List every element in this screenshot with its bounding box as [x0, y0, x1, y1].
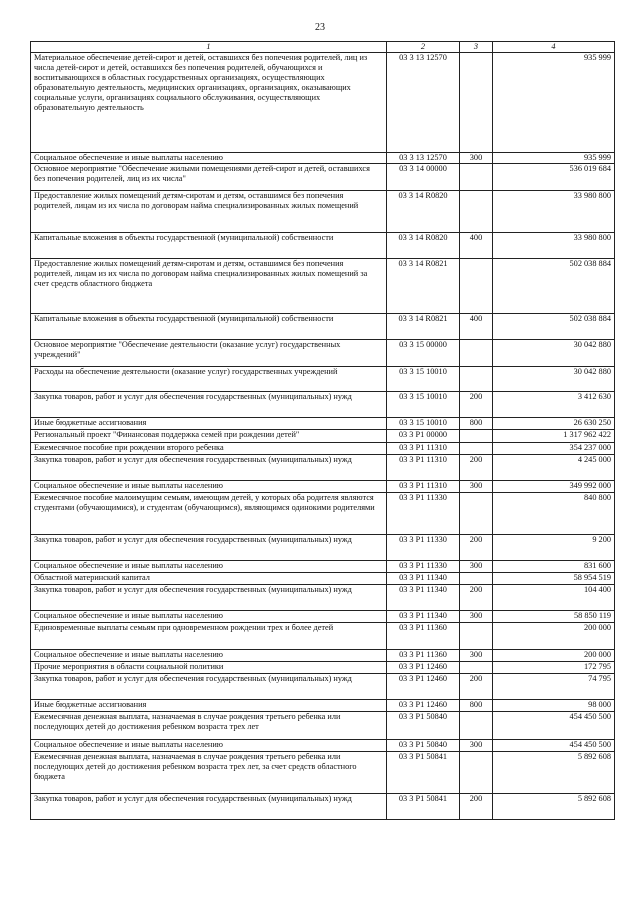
- row-code: 03 3 14 R0820: [387, 191, 460, 233]
- row-code: 03 3 P1 12460: [387, 662, 460, 674]
- row-code: 03 3 13 12570: [387, 153, 460, 164]
- row-type: [460, 53, 493, 153]
- row-name: Ежемесячное пособие малоимущим семьям, имеющим детей, у которых оба родителя являются студентами (обучающимися), и студентам (обучающимся), являющимся одинокими родителями: [31, 493, 387, 535]
- row-type: [460, 191, 493, 233]
- table-row: [31, 164, 615, 191]
- budget-table: [30, 41, 615, 820]
- row-sum: 502 038 884: [493, 259, 615, 314]
- row-name: Иные бюджетные ассигнования: [31, 700, 387, 712]
- row-type: 300: [460, 561, 493, 573]
- table-header-row: [31, 42, 615, 53]
- row-code: 03 3 P1 11330: [387, 535, 460, 561]
- row-name: Ежемесячная денежная выплата, назначаемая в случае рождения третьего ребенка или последующих детей до достижения ребенком возраста трех лет, за счет средств областного бюджета: [31, 752, 387, 794]
- row-name: Ежемесячная денежная выплата, назначаемая в случае рождения третьего ребенка или последующих детей до достижения ребенком возраста трех лет: [31, 712, 387, 740]
- row-sum: 30 042 880: [493, 340, 615, 367]
- row-type: [460, 573, 493, 585]
- row-sum: 4 245 000: [493, 455, 615, 481]
- table-row: [31, 481, 615, 493]
- row-sum: 935 999: [493, 153, 615, 164]
- table-row: [31, 662, 615, 674]
- row-sum: 935 999: [493, 53, 615, 153]
- row-type: [460, 623, 493, 650]
- table-row: [31, 611, 615, 623]
- row-sum: 9 200: [493, 535, 615, 561]
- row-type: [460, 662, 493, 674]
- row-code: 03 3 P1 50840: [387, 712, 460, 740]
- row-code: 03 3 15 10010: [387, 418, 460, 430]
- table-row: [31, 794, 615, 820]
- row-code: 03 3 P1 11340: [387, 585, 460, 611]
- table-row: [31, 153, 615, 164]
- row-sum: 200 000: [493, 623, 615, 650]
- table-row: [31, 740, 615, 752]
- row-type: [460, 164, 493, 191]
- row-name: Расходы на обеспечение деятельности (оказание услуг) государственных учреждений: [31, 367, 387, 392]
- row-code: 03 3 14 R0821: [387, 314, 460, 340]
- table-body: [31, 53, 615, 820]
- row-type: 200: [460, 392, 493, 418]
- table-row: [31, 53, 615, 153]
- row-code: 03 3 P1 50840: [387, 740, 460, 752]
- row-code: 03 3 P1 11310: [387, 481, 460, 493]
- row-name: Закупка товаров, работ и услуг для обеспечения государственных (муниципальных) нужд: [31, 455, 387, 481]
- row-name: Предоставление жилых помещений детям-сиротам и детям, оставшимся без попечения родителей, лицам из их числа по договорам найма специализированных жилых помещений: [31, 191, 387, 233]
- row-type: [460, 367, 493, 392]
- table-row: [31, 493, 615, 535]
- row-name: Социальное обеспечение и иные выплаты населению: [31, 561, 387, 573]
- row-code: 03 3 P1 11330: [387, 561, 460, 573]
- row-type: 400: [460, 233, 493, 259]
- table-row: [31, 561, 615, 573]
- row-code: 03 3 15 10010: [387, 367, 460, 392]
- row-sum: 200 000: [493, 650, 615, 662]
- table-row: [31, 443, 615, 455]
- table-row: [31, 573, 615, 585]
- row-sum: 74 795: [493, 674, 615, 700]
- row-sum: 26 630 250: [493, 418, 615, 430]
- table-row: [31, 314, 615, 340]
- row-type: 800: [460, 700, 493, 712]
- table-row: [31, 418, 615, 430]
- row-type: 200: [460, 535, 493, 561]
- row-name: Предоставление жилых помещений детям-сиротам и детям, оставшимся без попечения родителей, лицам из их числа по договорам найма специализированных жилых помещений за счет средств областного бюджета: [31, 259, 387, 314]
- row-code: 03 3 P1 50841: [387, 794, 460, 820]
- row-type: [460, 752, 493, 794]
- row-type: [460, 259, 493, 314]
- table-row: [31, 700, 615, 712]
- row-name: Основное мероприятие "Обеспечение деятельности (оказание услуг) государственных учреждений": [31, 340, 387, 367]
- row-code: 03 3 P1 50841: [387, 752, 460, 794]
- row-sum: 58 850 119: [493, 611, 615, 623]
- table-row: [31, 340, 615, 367]
- table-row: [31, 367, 615, 392]
- row-type: 800: [460, 418, 493, 430]
- row-sum: 33 980 800: [493, 233, 615, 259]
- row-name: Ежемесячное пособие при рождении второго ребенка: [31, 443, 387, 455]
- row-sum: 104 400: [493, 585, 615, 611]
- row-sum: 840 800: [493, 493, 615, 535]
- row-name: Закупка товаров, работ и услуг для обеспечения государственных (муниципальных) нужд: [31, 392, 387, 418]
- row-code: 03 3 P1 11330: [387, 493, 460, 535]
- column-header-name: 1: [31, 42, 387, 53]
- row-code: 03 3 P1 11360: [387, 650, 460, 662]
- row-name: Закупка товаров, работ и услуг для обеспечения государственных (муниципальных) нужд: [31, 794, 387, 820]
- row-type: 300: [460, 611, 493, 623]
- row-name: Закупка товаров, работ и услуг для обеспечения государственных (муниципальных) нужд: [31, 674, 387, 700]
- row-name: Капитальные вложения в объекты государственной (муниципальной) собственности: [31, 314, 387, 340]
- row-sum: 5 892 608: [493, 752, 615, 794]
- row-name: Социальное обеспечение и иные выплаты населению: [31, 650, 387, 662]
- row-sum: 1 317 962 422: [493, 430, 615, 443]
- row-code: 03 3 P1 00000: [387, 430, 460, 443]
- row-name: Социальное обеспечение и иные выплаты населению: [31, 481, 387, 493]
- row-code: 03 3 15 00000: [387, 340, 460, 367]
- table-row: [31, 585, 615, 611]
- table-row: [31, 259, 615, 314]
- column-header-type: 3: [460, 42, 493, 53]
- row-type: [460, 443, 493, 455]
- row-sum: 454 450 500: [493, 740, 615, 752]
- row-name: Закупка товаров, работ и услуг для обеспечения государственных (муниципальных) нужд: [31, 585, 387, 611]
- row-type: [460, 340, 493, 367]
- column-header-sum: 4: [493, 42, 615, 53]
- row-type: 300: [460, 650, 493, 662]
- row-type: [460, 712, 493, 740]
- row-sum: 3 412 630: [493, 392, 615, 418]
- table-row: [31, 191, 615, 233]
- row-sum: 354 237 000: [493, 443, 615, 455]
- row-type: [460, 493, 493, 535]
- row-code: 03 3 14 00000: [387, 164, 460, 191]
- row-name: Единовременные выплаты семьям при одновременном рождении трех и более детей: [31, 623, 387, 650]
- row-code: 03 3 P1 12460: [387, 700, 460, 712]
- row-sum: 536 019 684: [493, 164, 615, 191]
- table-row: [31, 392, 615, 418]
- row-sum: 58 954 519: [493, 573, 615, 585]
- page-number: 23: [315, 22, 325, 33]
- table-row: [31, 623, 615, 650]
- row-sum: 831 600: [493, 561, 615, 573]
- row-name: Социальное обеспечение и иные выплаты населению: [31, 611, 387, 623]
- row-name: Региональный проект "Финансовая поддержка семей при рождении детей": [31, 430, 387, 443]
- row-sum: 33 980 800: [493, 191, 615, 233]
- table-row: [31, 650, 615, 662]
- row-code: 03 3 14 R0820: [387, 233, 460, 259]
- row-code: 03 3 P1 11360: [387, 623, 460, 650]
- row-sum: 349 992 000: [493, 481, 615, 493]
- table-row: [31, 233, 615, 259]
- row-code: 03 3 P1 12460: [387, 674, 460, 700]
- row-code: 03 3 P1 11310: [387, 443, 460, 455]
- row-sum: 502 038 884: [493, 314, 615, 340]
- row-code: 03 3 P1 11310: [387, 455, 460, 481]
- row-type: 300: [460, 481, 493, 493]
- row-name: Областной материнский капитал: [31, 573, 387, 585]
- row-name: Материальное обеспечение детей-сирот и детей, оставшихся без попечения родителей, лиц из числа детей-сирот и детей, оставшихся без попечения родителей, обучающихся и воспитывающихся в областных государственных организациях, осуществляющих образовательную деятельность, медицинских организациях, организациях, оказывающих социальные услуги, организациях социального обслуживания, осуществляющих образовательную деятельность: [31, 53, 387, 153]
- table-row: [31, 535, 615, 561]
- row-name: Закупка товаров, работ и услуг для обеспечения государственных (муниципальных) нужд: [31, 535, 387, 561]
- row-code: 03 3 14 R0821: [387, 259, 460, 314]
- row-sum: 172 795: [493, 662, 615, 674]
- row-name: Иные бюджетные ассигнования: [31, 418, 387, 430]
- row-name: Основное мероприятие "Обеспечение жилыми помещениями детей-сирот и детей, оставшихся без попечения родителей, лиц из их числа": [31, 164, 387, 191]
- column-header-code: 2: [387, 42, 460, 53]
- row-type: 200: [460, 794, 493, 820]
- table-row: [31, 712, 615, 740]
- table-row: [31, 455, 615, 481]
- table-row: [31, 674, 615, 700]
- row-code: 03 3 13 12570: [387, 53, 460, 153]
- row-type: 400: [460, 314, 493, 340]
- row-sum: 30 042 880: [493, 367, 615, 392]
- row-sum: 98 000: [493, 700, 615, 712]
- row-code: 03 3 15 10010: [387, 392, 460, 418]
- table-row: [31, 752, 615, 794]
- row-code: 03 3 P1 11340: [387, 573, 460, 585]
- row-sum: 5 892 608: [493, 794, 615, 820]
- row-type: 200: [460, 455, 493, 481]
- table-row: [31, 430, 615, 443]
- row-type: 200: [460, 674, 493, 700]
- row-type: 300: [460, 153, 493, 164]
- row-type: 300: [460, 740, 493, 752]
- row-type: [460, 430, 493, 443]
- row-type: 200: [460, 585, 493, 611]
- row-name: Прочие мероприятия в области социальной политики: [31, 662, 387, 674]
- row-sum: 454 450 500: [493, 712, 615, 740]
- row-name: Социальное обеспечение и иные выплаты населению: [31, 740, 387, 752]
- row-name: Капитальные вложения в объекты государственной (муниципальной) собственности: [31, 233, 387, 259]
- row-name: Социальное обеспечение и иные выплаты населению: [31, 153, 387, 164]
- row-code: 03 3 P1 11340: [387, 611, 460, 623]
